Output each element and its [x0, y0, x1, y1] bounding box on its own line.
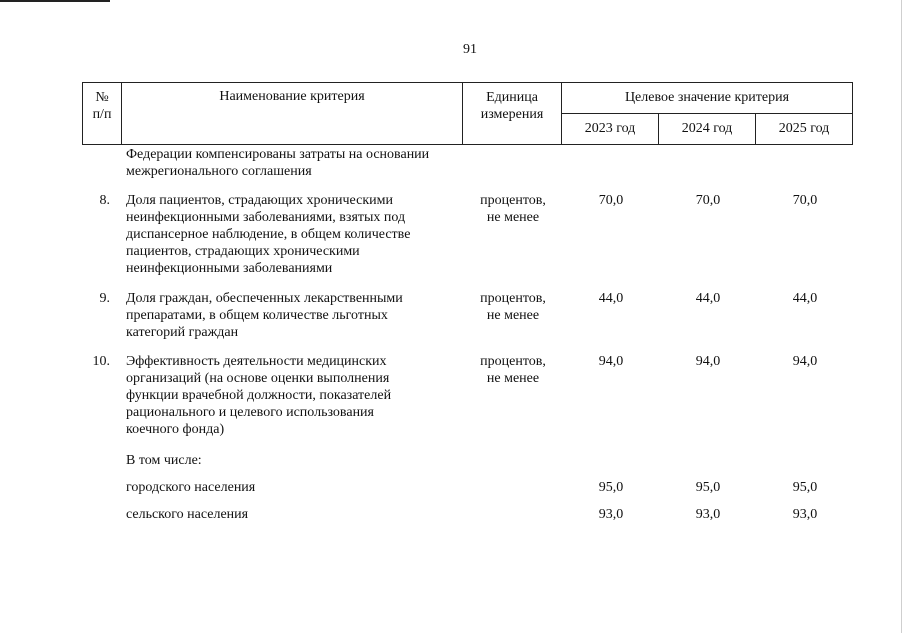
value-2023: 95,0: [598, 480, 624, 495]
value-2024: 44,0: [695, 291, 721, 306]
unit-line: не менее: [486, 210, 540, 225]
header-unit-line2: измерения: [480, 107, 544, 122]
criterion-name-line: пациентов, страдающих хроническими: [126, 244, 360, 259]
header-year-2023: 2023 год: [562, 114, 659, 145]
scan-edge-right: [901, 0, 902, 633]
unit-line: процентов,: [480, 354, 546, 369]
row-number: 10.: [92, 354, 110, 369]
row-number: 8.: [99, 193, 110, 208]
value-2023: 93,0: [598, 507, 624, 522]
value-2025: 44,0: [792, 291, 818, 306]
criterion-name-line: Доля граждан, обеспеченных лекарственными: [126, 291, 403, 306]
header-target-value: Целевое значение критерия: [562, 83, 853, 114]
value-2024: 70,0: [695, 193, 721, 208]
value-2025: 94,0: [792, 354, 818, 369]
header-year-2024: 2024 год: [659, 114, 756, 145]
criterion-name-line: диспансерное наблюдение, в общем количестве: [126, 227, 411, 242]
criterion-name-line: Доля пациентов, страдающих хроническими: [126, 193, 393, 208]
criterion-name: [126, 290, 466, 341]
unit-line: процентов,: [480, 291, 546, 306]
value-2024: 95,0: [695, 480, 721, 495]
criterion-name: [126, 353, 466, 438]
unit: [466, 192, 560, 226]
header-unit-line1: Единица: [486, 90, 538, 105]
criterion-name-line: Эффективность деятельности медицинских: [126, 354, 387, 369]
unit-line: процентов,: [480, 193, 546, 208]
value-2023: 70,0: [598, 193, 624, 208]
value-2024: 93,0: [695, 507, 721, 522]
value-2025: 95,0: [792, 480, 818, 495]
header-number-line2: п/п: [92, 107, 112, 122]
row-number: 9.: [99, 291, 110, 306]
criterion-name-line: функции врачебной должности, показателей: [126, 388, 392, 403]
unit-line: не менее: [486, 371, 540, 386]
criterion-name-line: препаратами, в общем количестве льготных: [126, 308, 388, 323]
continuation-line: межрегионального соглашения: [126, 164, 312, 179]
header-number: [83, 83, 122, 145]
criterion-name-line: рационального и целевого использования: [126, 405, 374, 420]
subrow-name: сельского населения: [126, 507, 249, 522]
value-2024: 94,0: [695, 354, 721, 369]
criterion-name-line: неинфекционными заболеваниями: [126, 261, 333, 276]
value-2023: 44,0: [598, 291, 624, 306]
unit-line: не менее: [486, 308, 540, 323]
criterion-name-line: неинфекционными заболеваниями, взятых под: [126, 210, 406, 225]
header-number-line1: №: [95, 90, 109, 105]
subrows-label: В том числе:: [126, 453, 202, 468]
continuation-line: Федерации компенсированы затраты на основании: [126, 147, 430, 162]
table-header: [82, 82, 853, 145]
unit: [466, 290, 560, 324]
criterion-name-line: организаций (на основе оценки выполнения: [126, 371, 390, 386]
scan-edge-mark: [0, 0, 110, 2]
value-2025: 70,0: [792, 193, 818, 208]
criterion-name-line: коечного фонда): [126, 422, 225, 437]
header-year-2025: 2025 год: [756, 114, 853, 145]
continuation-text: [126, 146, 466, 180]
criterion-name: [126, 192, 466, 277]
value-2023: 94,0: [598, 354, 624, 369]
subrow-name: городского населения: [126, 480, 256, 495]
header-criterion-name: Наименование критерия: [122, 83, 463, 145]
page-number: 91: [463, 42, 477, 57]
criterion-name-line: категорий граждан: [126, 325, 239, 340]
value-2025: 93,0: [792, 507, 818, 522]
header-unit: [463, 83, 562, 145]
unit: [466, 353, 560, 387]
